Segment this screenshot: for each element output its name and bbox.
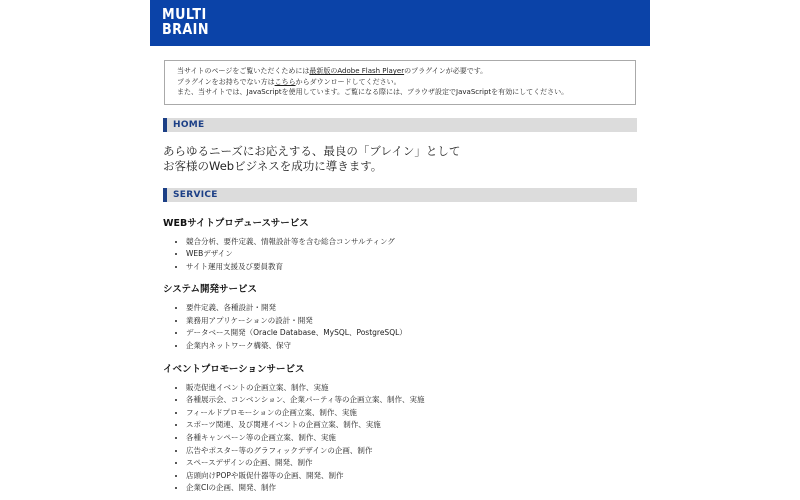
list-item: • WEBデザイン (186, 248, 650, 261)
page-container (150, 0, 650, 495)
list-item: • 広告やポスター等のグラフィックデザインの企画、制作 (186, 445, 650, 458)
download-link[interactable]: こちら (274, 77, 296, 86)
logo-line-1: MULTI (162, 5, 207, 23)
site-header (150, 0, 650, 46)
list-item: • データベース開発（Oracle Database、MySQL、PostgreSQL） (186, 327, 650, 340)
list-item: • 店頭向けPOPや販促什器等の企画、開発、制作 (186, 470, 650, 483)
notice-text: プラグインをお持ちでない方は (177, 77, 275, 86)
plugin-notice (164, 60, 636, 105)
catch-copy-line-1: あらゆるニーズにお応えする、最良の「ブレイン」として (163, 143, 461, 158)
service-list-web (150, 236, 650, 274)
list-item: • 企業CIの企画、開発、制作 (186, 482, 650, 495)
notice-text: のプラグインが必要です。 (404, 67, 488, 75)
multibrain-logo[interactable] (162, 7, 209, 37)
flash-player-link[interactable]: 最新版のAdobe Flash Player (309, 67, 405, 75)
notice-line-2 (177, 77, 627, 88)
notice-line-3: また、当サイトでは、JavaScriptを使用しています。ご覧になる際には、ブラウザ設定でJavaScriptを有効にしてください。 (177, 88, 569, 96)
service-heading-label: SERVICE (173, 189, 218, 200)
logo-line-2: BRAIN (162, 20, 209, 38)
service-heading (163, 188, 637, 202)
service-list-event (150, 382, 650, 495)
catch-copy (163, 144, 650, 174)
list-item: • 販売促進イベントの企画立案、制作、実施 (186, 382, 650, 395)
service-title-event: イベントプロモーションサービス (163, 363, 305, 375)
notice-text: 当サイトのページをご覧いただくためには (177, 67, 310, 75)
service-title-web: WEBサイトプロデュースサービス (163, 217, 309, 229)
list-item: • 競合分析、要件定義、情報設計等を含む総合コンサルティング (186, 236, 650, 249)
service-list-system (150, 302, 650, 352)
service-title-system: システム開発サービス (163, 284, 258, 296)
notice-text: からダウンロードしてください。 (295, 77, 401, 86)
notice-line-1 (177, 66, 627, 77)
list-item: • サイト運用支援及び要員教育 (186, 261, 650, 274)
list-item: • 要件定義、各種設計・開発 (186, 302, 650, 315)
list-item: • スポーツ関連、及び関連イベントの企画立案、制作、実施 (186, 419, 650, 432)
home-heading (163, 118, 637, 132)
list-item: • スペースデザインの企画、開発、制作 (186, 457, 650, 470)
list-item: • フィールドプロモーションの企画立案、制作、実施 (186, 407, 650, 420)
list-item: • 業務用アプリケーションの設計・開発 (186, 315, 650, 328)
home-heading-label: HOME (173, 119, 205, 130)
catch-copy-line-2: お客様のWebビジネスを成功に導きます。 (163, 158, 383, 173)
list-item: • 企業内ネットワーク構築、保守 (186, 340, 650, 353)
list-item: • 各種キャンペーン等の企画立案、制作、実施 (186, 432, 650, 445)
list-item: • 各種展示会、コンベンション、企業パーティ等の企画立案、制作、実施 (186, 394, 650, 407)
